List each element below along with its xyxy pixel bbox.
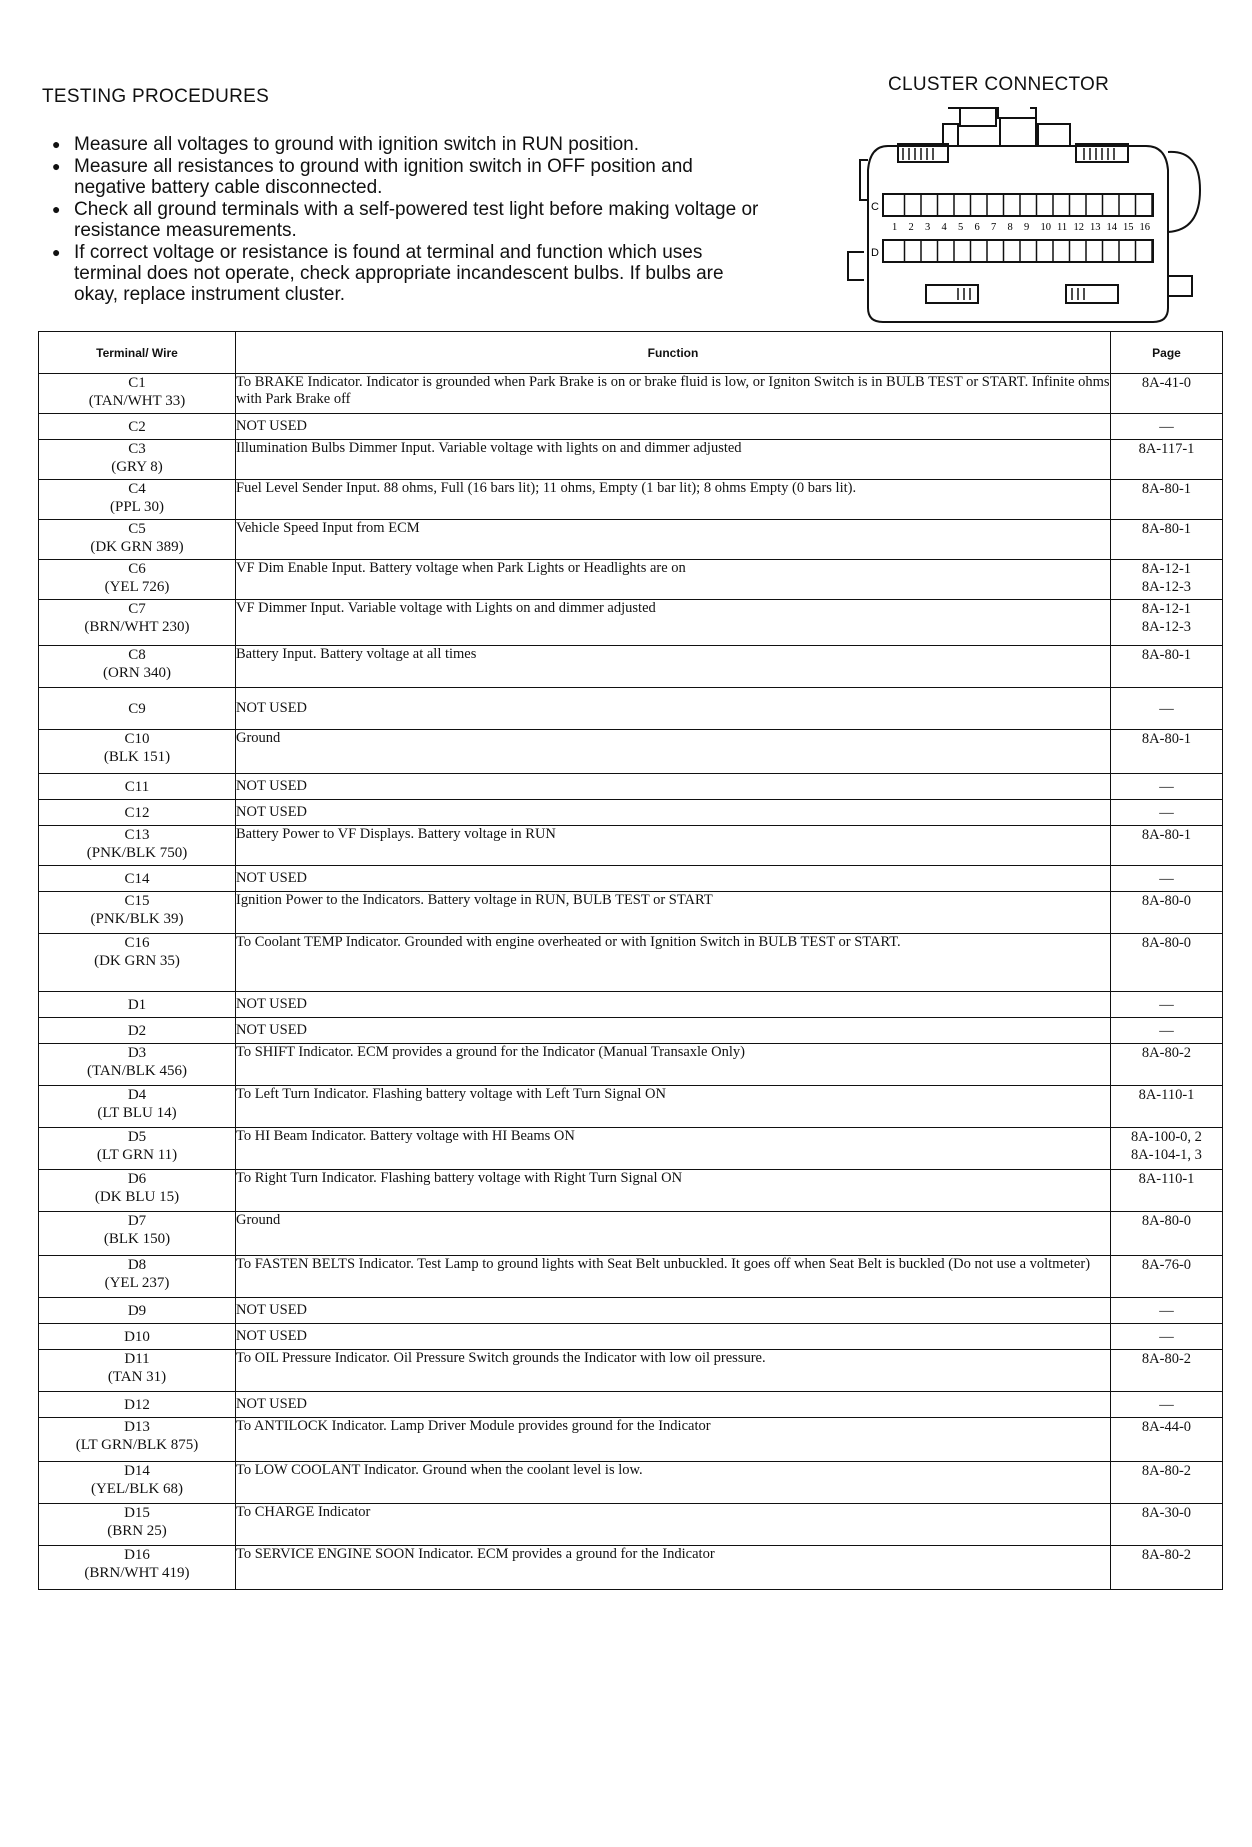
terminal-cell [39, 1018, 236, 1044]
function-cell: To SHIFT Indicator. ECM provides a ground for the Indicator (Manual Transaxle Only) [236, 1044, 1111, 1086]
terminal-id: D15 [124, 1505, 150, 1521]
terminal-cell [39, 440, 236, 480]
function-cell: To BRAKE Indicator. Indicator is grounded when Park Brake is on or brake fluid is low, or Igniton Switch is in BULB TEST or START. Infinite ohms with Park Brake off [236, 374, 1111, 414]
table-row [39, 1256, 1223, 1298]
page-cell [1111, 1256, 1223, 1298]
pin-number: 14 [1106, 222, 1117, 233]
wire-color: (DK GRN 35) [94, 953, 180, 969]
table-row [39, 1212, 1223, 1256]
table-row [39, 1392, 1223, 1418]
page-cell [1111, 480, 1223, 520]
bullet-icon: ● [52, 136, 61, 152]
pin-number: 8 [1007, 222, 1013, 233]
terminal-cell [39, 1418, 236, 1462]
page-cell [1111, 1128, 1223, 1170]
bullet-icon: ● [52, 244, 61, 260]
table-row [39, 800, 1223, 826]
procedure-text: Measure all resistances to ground with ignition switch in OFF position and negative battery cable disconnected. [74, 156, 693, 198]
function-cell: NOT USED [236, 800, 1111, 826]
terminal-id: D5 [127, 1129, 147, 1145]
pin-number: 2 [908, 222, 914, 233]
function-cell: Fuel Level Sender Input. 88 ohms, Full (16 bars lit); 11 ohms, Empty (1 bar lit); 8 ohms Empty (0 bars lit). [236, 480, 1111, 520]
terminal-cell [39, 1504, 236, 1546]
table-row [39, 1086, 1223, 1128]
page-cell [1111, 1350, 1223, 1392]
terminal-id: D16 [124, 1547, 150, 1563]
page-ref: — [1159, 418, 1174, 435]
terminal-cell [39, 600, 236, 646]
wire-color: (YEL 726) [104, 579, 170, 595]
table-row [39, 1462, 1223, 1504]
terminal-cell [39, 826, 236, 866]
table-row [39, 774, 1223, 800]
page-ref: 8A-30-0 [1141, 1505, 1192, 1521]
terminal-id: C8 [128, 647, 146, 663]
table-row [39, 1170, 1223, 1212]
page-cell [1111, 826, 1223, 866]
terminal-id: D3 [127, 1045, 147, 1061]
function-cell: To ANTILOCK Indicator. Lamp Driver Module provides ground for the Indicator [236, 1418, 1111, 1462]
page-ref: 8A-80-2 [1141, 1463, 1192, 1479]
function-cell: NOT USED [236, 774, 1111, 800]
function-cell: NOT USED [236, 992, 1111, 1018]
terminal-id: C16 [124, 935, 150, 951]
terminal-table [38, 331, 1223, 1590]
pin-number: 16 [1139, 222, 1150, 233]
terminal-cell [39, 1128, 236, 1170]
function-cell: NOT USED [236, 414, 1111, 440]
page-cell [1111, 600, 1223, 646]
page-cell [1111, 892, 1223, 934]
wire-color: (TAN/BLK 456) [86, 1063, 188, 1079]
page-cell [1111, 1044, 1223, 1086]
function-cell: NOT USED [236, 866, 1111, 892]
page-ref: 8A-80-2 [1141, 1045, 1192, 1061]
terminal-id: C14 [124, 870, 150, 887]
wire-color: (PNK/BLK 39) [90, 911, 184, 927]
terminal-id: D1 [127, 996, 147, 1013]
bullet-icon: ● [52, 158, 61, 174]
terminal-id: C9 [128, 700, 146, 717]
page-ref: 8A-80-1 [1141, 481, 1192, 497]
function-cell: Battery Power to VF Displays. Battery voltage in RUN [236, 826, 1111, 866]
terminal-id: D7 [127, 1213, 147, 1229]
page-ref: 8A-80-1 [1141, 827, 1192, 843]
terminal-cell [39, 892, 236, 934]
pin-number: 10 [1040, 222, 1051, 233]
page-ref: 8A-44-0 [1141, 1419, 1192, 1435]
page-cell [1111, 1086, 1223, 1128]
terminal-cell [39, 1212, 236, 1256]
terminal-id: C5 [128, 521, 146, 537]
page-ref: 8A-80-0 [1141, 1213, 1192, 1229]
pin-number: 15 [1123, 222, 1134, 233]
page-cell [1111, 774, 1223, 800]
function-cell: Ignition Power to the Indicators. Battery voltage in RUN, BULB TEST or START [236, 892, 1111, 934]
connector-title: CLUSTER CONNECTOR [888, 74, 1110, 95]
wire-color: (ORN 340) [103, 665, 171, 681]
page-cell [1111, 1324, 1223, 1350]
terminal-id: C6 [128, 561, 146, 577]
terminal-cell [39, 1298, 236, 1324]
page-ref: 8A-76-0 [1141, 1257, 1192, 1273]
wire-color: (TAN 31) [107, 1369, 167, 1385]
pin-number: 11 [1057, 222, 1068, 233]
page-cell [1111, 730, 1223, 774]
header-terminal: Terminal/ Wire [39, 332, 236, 374]
table-row [39, 1418, 1223, 1462]
wire-color: (PNK/BLK 750) [86, 845, 188, 861]
page-ref: — [1159, 870, 1174, 887]
function-cell: NOT USED [236, 1392, 1111, 1418]
page-ref: — [1159, 1302, 1174, 1319]
page-ref: 8A-80-1 [1141, 647, 1192, 663]
function-cell: VF Dimmer Input. Variable voltage with Lights on and dimmer adjusted [236, 600, 1111, 646]
page-cell [1111, 1418, 1223, 1462]
page-cell [1111, 1170, 1223, 1212]
pin-number: 12 [1073, 222, 1084, 233]
terminal-id: D13 [124, 1419, 150, 1435]
terminal-cell [39, 1462, 236, 1504]
page-ref: 8A-80-1 [1141, 521, 1192, 537]
terminal-cell [39, 1546, 236, 1590]
page-cell [1111, 440, 1223, 480]
table-row [39, 600, 1223, 646]
page-cell [1111, 1212, 1223, 1256]
table-header-row [39, 332, 1223, 374]
page-ref: 8A-12-1 [1141, 561, 1192, 577]
terminal-id: D4 [127, 1087, 147, 1103]
table-row [39, 1504, 1223, 1546]
function-cell: To Right Turn Indicator. Flashing battery voltage with Right Turn Signal ON [236, 1170, 1111, 1212]
function-cell: NOT USED [236, 1018, 1111, 1044]
terminal-id: C15 [124, 893, 150, 909]
row-c-label: C [871, 201, 879, 213]
page-ref: 8A-80-2 [1141, 1351, 1192, 1367]
wire-color: (BRN/WHT 230) [84, 619, 190, 635]
terminal-cell [39, 1392, 236, 1418]
page-ref: — [1159, 1328, 1174, 1345]
wire-color: (DK GRN 389) [90, 539, 184, 555]
terminal-cell [39, 1044, 236, 1086]
page-cell [1111, 520, 1223, 560]
terminal-cell [39, 1256, 236, 1298]
page-cell [1111, 374, 1223, 414]
function-cell: Illumination Bulbs Dimmer Input. Variable voltage with lights on and dimmer adjusted [236, 440, 1111, 480]
table-row [39, 480, 1223, 520]
wire-color: (TAN/WHT 33) [88, 393, 186, 409]
table-row [39, 992, 1223, 1018]
wire-color: (YEL 237) [104, 1275, 170, 1291]
table-row [39, 646, 1223, 688]
table-row [39, 1128, 1223, 1170]
page-cell [1111, 1018, 1223, 1044]
pin-number: 3 [925, 222, 931, 233]
page-cell [1111, 866, 1223, 892]
table-row [39, 1018, 1223, 1044]
page-ref: 8A-80-0 [1141, 893, 1192, 909]
function-cell: Ground [236, 1212, 1111, 1256]
table-row [39, 414, 1223, 440]
table-body [39, 374, 1223, 1590]
table-row [39, 1324, 1223, 1350]
page-ref: 8A-12-3 [1141, 619, 1192, 635]
table-row [39, 730, 1223, 774]
terminal-cell [39, 1086, 236, 1128]
wire-color: (YEL/BLK 68) [90, 1481, 184, 1497]
cluster-connector-diagram [808, 100, 1208, 325]
function-cell: NOT USED [236, 1298, 1111, 1324]
table-row [39, 934, 1223, 992]
table-row [39, 866, 1223, 892]
page-cell [1111, 1298, 1223, 1324]
terminal-cell [39, 1350, 236, 1392]
pin-number: 5 [958, 222, 964, 233]
function-cell: To LOW COOLANT Indicator. Ground when the coolant level is low. [236, 1462, 1111, 1504]
page-cell [1111, 688, 1223, 730]
pin-number: 13 [1090, 222, 1101, 233]
procedures-heading: TESTING PROCEDURES [42, 86, 270, 107]
function-cell: To FASTEN BELTS Indicator. Test Lamp to ground lights with Seat Belt unbuckled. It goes off when Seat Belt is buckled (Do not use a voltmeter) [236, 1256, 1111, 1298]
terminal-id: C13 [124, 827, 150, 843]
terminal-cell [39, 520, 236, 560]
terminal-cell [39, 414, 236, 440]
page-ref: 8A-80-1 [1141, 731, 1192, 747]
terminal-id: C12 [124, 804, 150, 821]
page-ref: 8A-110-1 [1138, 1171, 1195, 1187]
procedure-item [42, 134, 762, 155]
row-d-terminals [883, 240, 1153, 262]
pin-number: 9 [1024, 222, 1030, 233]
wire-color: (LT GRN/BLK 875) [75, 1437, 199, 1453]
function-cell: Vehicle Speed Input from ECM [236, 520, 1111, 560]
page-cell [1111, 1462, 1223, 1504]
wire-color: (BLK 150) [103, 1231, 171, 1247]
page-cell [1111, 414, 1223, 440]
row-d-label: D [871, 247, 879, 259]
page-ref: 8A-41-0 [1141, 375, 1192, 391]
terminal-cell [39, 1170, 236, 1212]
procedure-text: If correct voltage or resistance is found at terminal and function which uses terminal does not operate, check appropriate incandescent bulbs. If bulbs are okay, replace instrument cluster. [74, 242, 724, 305]
pin-number: 6 [974, 222, 980, 233]
page-ref: — [1159, 1396, 1174, 1413]
page-ref: 8A-110-1 [1138, 1087, 1195, 1103]
page-cell [1111, 934, 1223, 992]
terminal-cell [39, 374, 236, 414]
terminal-cell [39, 934, 236, 992]
page-ref: 8A-104-1, 3 [1131, 1147, 1202, 1163]
function-cell: Ground [236, 730, 1111, 774]
wire-color: (LT BLU 14) [97, 1105, 177, 1121]
function-cell: To OIL Pressure Indicator. Oil Pressure Switch grounds the Indicator with low oil pressure. [236, 1350, 1111, 1392]
terminal-id: D9 [127, 1302, 147, 1319]
page-ref: 8A-12-3 [1141, 579, 1192, 595]
terminal-id: D6 [127, 1171, 147, 1187]
procedure-item [42, 156, 762, 198]
terminal-cell [39, 480, 236, 520]
procedure-item [42, 199, 762, 241]
header-page: Page [1111, 332, 1223, 374]
bottom-slot [1066, 285, 1118, 303]
terminal-id: D2 [127, 1022, 147, 1039]
table-row [39, 1546, 1223, 1590]
procedures-list [42, 134, 762, 305]
terminal-id: C3 [128, 441, 146, 457]
terminal-cell [39, 730, 236, 774]
page-cell [1111, 560, 1223, 600]
terminal-id: C10 [124, 731, 150, 747]
wire-color: (BRN/WHT 419) [84, 1565, 190, 1581]
page-cell [1111, 1504, 1223, 1546]
header-function: Function [236, 332, 1111, 374]
table-row [39, 440, 1223, 480]
page-cell [1111, 992, 1223, 1018]
page-ref: — [1159, 1022, 1174, 1039]
pin-number: 1 [892, 222, 898, 233]
table-row [39, 1298, 1223, 1324]
table-row [39, 520, 1223, 560]
procedure-text: Check all ground terminals with a self-powered test light before making voltage or resistance measurements. [74, 199, 759, 241]
terminal-id: D11 [124, 1351, 150, 1367]
terminal-id: D8 [127, 1257, 147, 1273]
page-ref: 8A-80-0 [1141, 935, 1192, 951]
terminal-cell [39, 560, 236, 600]
pin-number: 7 [991, 222, 997, 233]
function-cell: VF Dim Enable Input. Battery voltage when Park Lights or Headlights are on [236, 560, 1111, 600]
procedure-text: Measure all voltages to ground with ignition switch in RUN position. [74, 134, 639, 155]
page-ref: 8A-80-2 [1141, 1547, 1192, 1563]
terminal-id: C7 [128, 601, 146, 617]
terminal-id: C1 [128, 375, 146, 391]
page-ref: 8A-117-1 [1138, 441, 1195, 457]
table-row [39, 374, 1223, 414]
pin-number: 4 [941, 222, 947, 233]
table-row [39, 688, 1223, 730]
terminal-cell [39, 688, 236, 730]
terminal-id: C2 [128, 418, 146, 435]
terminal-cell [39, 1324, 236, 1350]
procedure-item [42, 242, 762, 305]
function-cell: Battery Input. Battery voltage at all times [236, 646, 1111, 688]
terminal-id: D10 [124, 1328, 150, 1345]
terminal-id: C11 [124, 778, 150, 795]
page-cell [1111, 646, 1223, 688]
page-ref: — [1159, 778, 1174, 795]
wire-color: (BRN 25) [107, 1523, 167, 1539]
function-cell: NOT USED [236, 1324, 1111, 1350]
terminal-id: D12 [124, 1396, 150, 1413]
page-cell [1111, 1392, 1223, 1418]
page-cell [1111, 1546, 1223, 1590]
function-cell: To CHARGE Indicator [236, 1504, 1111, 1546]
terminal-cell [39, 992, 236, 1018]
page-ref: — [1159, 804, 1174, 821]
terminal-cell [39, 800, 236, 826]
testing-procedures [42, 86, 762, 306]
wire-color: (LT GRN 11) [96, 1147, 178, 1163]
function-cell: To Coolant TEMP Indicator. Grounded with engine overheated or with Ignition Switch in BULB TEST or START. [236, 934, 1111, 992]
page-cell [1111, 800, 1223, 826]
table-row [39, 1350, 1223, 1392]
function-cell: NOT USED [236, 688, 1111, 730]
function-cell: To Left Turn Indicator. Flashing battery voltage with Left Turn Signal ON [236, 1086, 1111, 1128]
row-c-terminals [883, 194, 1153, 216]
terminal-cell [39, 774, 236, 800]
connector-latch [960, 108, 996, 126]
page-ref: 8A-12-1 [1141, 601, 1192, 617]
table-row [39, 1044, 1223, 1086]
function-cell: To HI Beam Indicator. Battery voltage with HI Beams ON [236, 1128, 1111, 1170]
page-ref: 8A-100-0, 2 [1131, 1129, 1202, 1145]
function-cell: To SERVICE ENGINE SOON Indicator. ECM provides a ground for the Indicator [236, 1546, 1111, 1590]
table-row [39, 560, 1223, 600]
wire-color: (PPL 30) [109, 499, 165, 515]
table-row [39, 826, 1223, 866]
wire-color: (BLK 151) [103, 749, 171, 765]
wire-color: (GRY 8) [111, 459, 163, 475]
page-ref: — [1159, 996, 1174, 1013]
wire-color: (DK BLU 15) [94, 1189, 180, 1205]
bullet-icon: ● [52, 201, 61, 217]
terminal-id: C4 [128, 481, 146, 497]
terminal-cell [39, 646, 236, 688]
page-ref: — [1159, 700, 1174, 717]
terminal-cell [39, 866, 236, 892]
terminal-id: D14 [124, 1463, 150, 1479]
table-row [39, 892, 1223, 934]
